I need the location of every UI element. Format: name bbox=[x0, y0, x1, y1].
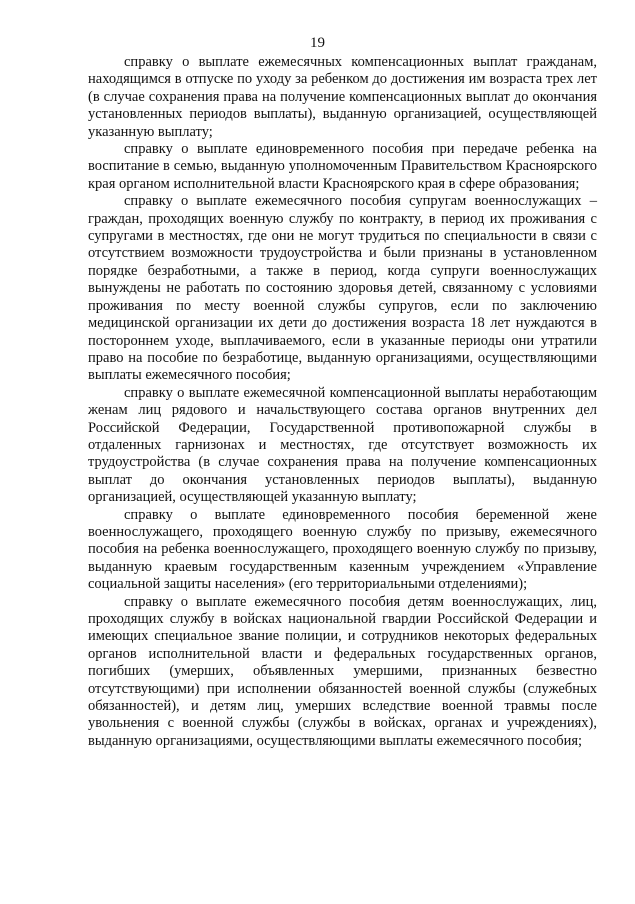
document-body bbox=[88, 54, 597, 750]
paragraph-children-of-deceased-servicemen-allowance: справку о выплате ежемесячного пособия детям военнослужащих, лиц, проходящих службу в войсках национальной гвардии Российской Федерации и имеющих специальное звание полиции, и сотрудников некоторых федеральных органов исполнительной власти и федеральных государственных органов, погибших (умерших, объявленных умершими, признанных безвестно отсутствующими) при исполнении обязанностей военной службы (служебных обязанностей), и детям лиц, умерших вследствие военной травмы после увольнения с военной службы (службы в войсках, органах и учреждениях), выданную организациями, осуществляющими выплаты ежемесячного пособия; bbox=[88, 593, 597, 749]
paragraph-conscript-pregnant-wife-allowance: справку о выплате единовременного пособия беременной жене военнослужащего, проходящего военную службу по призыву, ежемесячного пособия на ребенка военнослужащего, проходящего военную службу по призыву, выданную краевым государственным казенным учреждением «Управление социальной защиты населения» (его территориальными отделениями); bbox=[88, 506, 597, 593]
paragraph-police-wives-compensation: справку о выплате ежемесячной компенсационной выплаты неработающим женам лиц рядового и начальствующего состава органов внутренних дел Российской Федерации, Государственной противопожарной службы в отдаленных гарнизонах и местностях, где отсутствует возможность их трудоустройства (в случае сохранения права на получение компенсационных выплат до окончания установленных периодов выплаты), выданную организацией, осуществляющей указанную выплату; bbox=[88, 384, 597, 506]
paragraph-military-spouse-allowance: справку о выплате ежемесячного пособия супругам военнослужащих – граждан, проходящих военную службу по контракту, в период их проживания с супругами в местностях, где они не могут трудиться по специальности в связи с отсутствием возможности трудоустройства и были признаны в установленном порядке безработными, а также в период, когда супруги военнослужащих вынуждены не работать по состоянию здоровья детей, связанному с условиями проживания по месту военной службы супругов, если по заключению медицинской организации их дети до достижения возраста 18 лет нуждаются в постороннем уходе, выплачиваемого, если в указанные периоды они утратили право на пособие по безработице, выданную организациями, осуществляющими выплаты ежемесячного пособия; bbox=[88, 193, 597, 384]
page-number: 19 bbox=[310, 35, 325, 51]
paragraph-childcare-leave-compensation: справку о выплате ежемесячных компенсационных выплат гражданам, находящимся в отпуске по уходу за ребенком до достижения им возраста трех лет (в случае сохранения права на получение компенсационных выплат до окончания установленных периодов выплаты), выданную организацией, осуществляющей указанную выплату; bbox=[88, 54, 597, 140]
paragraph-foster-family-allowance: справку о выплате единовременного пособия при передаче ребенка на воспитание в семью, выданную уполномоченным Правительством Красноярского края органом исполнительной власти Красноярского края в сфере образования; bbox=[88, 141, 597, 192]
